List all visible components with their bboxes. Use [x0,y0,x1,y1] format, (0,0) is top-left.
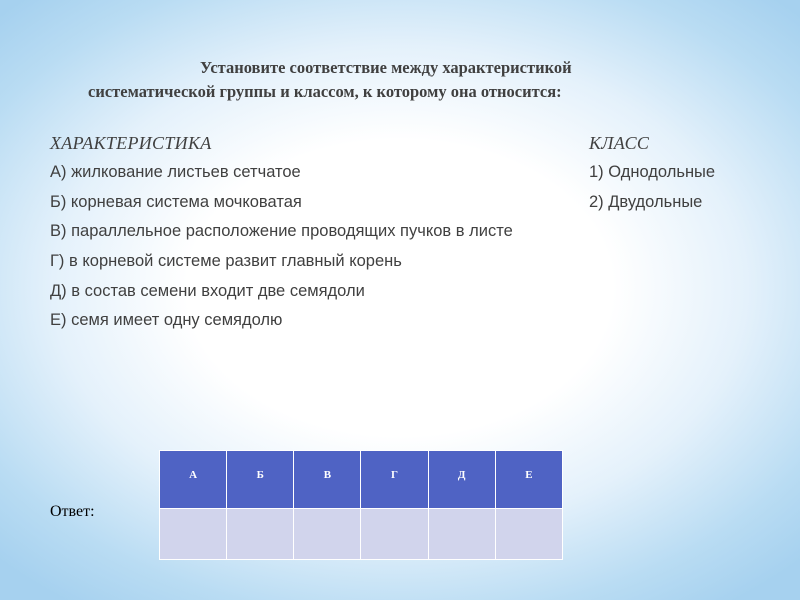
answer-col-b: Б [227,451,294,509]
answer-col-a: А [160,451,227,509]
characteristic-d: Д) в состав семени входит две семядоли [50,282,365,300]
answer-cell-d[interactable] [428,509,495,560]
answer-col-d: Д [428,451,495,509]
answer-table-header-row [160,451,563,509]
characteristic-e: Е) семя имеет одну семядолю [50,311,283,329]
characteristic-g: Г) в корневой системе развит главный корень [50,252,402,270]
task-title [60,56,760,104]
characteristic-b: Б) корневая система мочковатая [50,193,302,211]
answer-col-e: Е [495,451,562,509]
characteristic-header: ХАРАКТЕРИСТИКА [50,133,212,153]
answer-table-row [160,509,563,560]
task-title-line-2: систематической группы и классом, к которому она относится: [88,82,562,101]
answer-label: Ответ: [50,503,95,520]
answer-col-v: В [294,451,361,509]
answer-cell-v[interactable] [294,509,361,560]
answer-cell-g[interactable] [361,509,428,560]
class-header: КЛАСС [589,133,650,153]
answer-cell-a[interactable] [160,509,227,560]
characteristic-a: А) жилкование листьев сетчатое [50,163,301,181]
task-title-line-1: Установите соответствие между характеристикой [200,58,572,77]
answer-cell-b[interactable] [227,509,294,560]
characteristic-v: В) параллельное расположение проводящих пучков в листе [50,222,513,240]
class-monocots: 1) Однодольные [589,163,716,181]
class-dicots: 2) Двудольные [589,193,703,211]
answer-cell-e[interactable] [495,509,562,560]
answer-col-g: Г [361,451,428,509]
answer-table [159,450,563,560]
